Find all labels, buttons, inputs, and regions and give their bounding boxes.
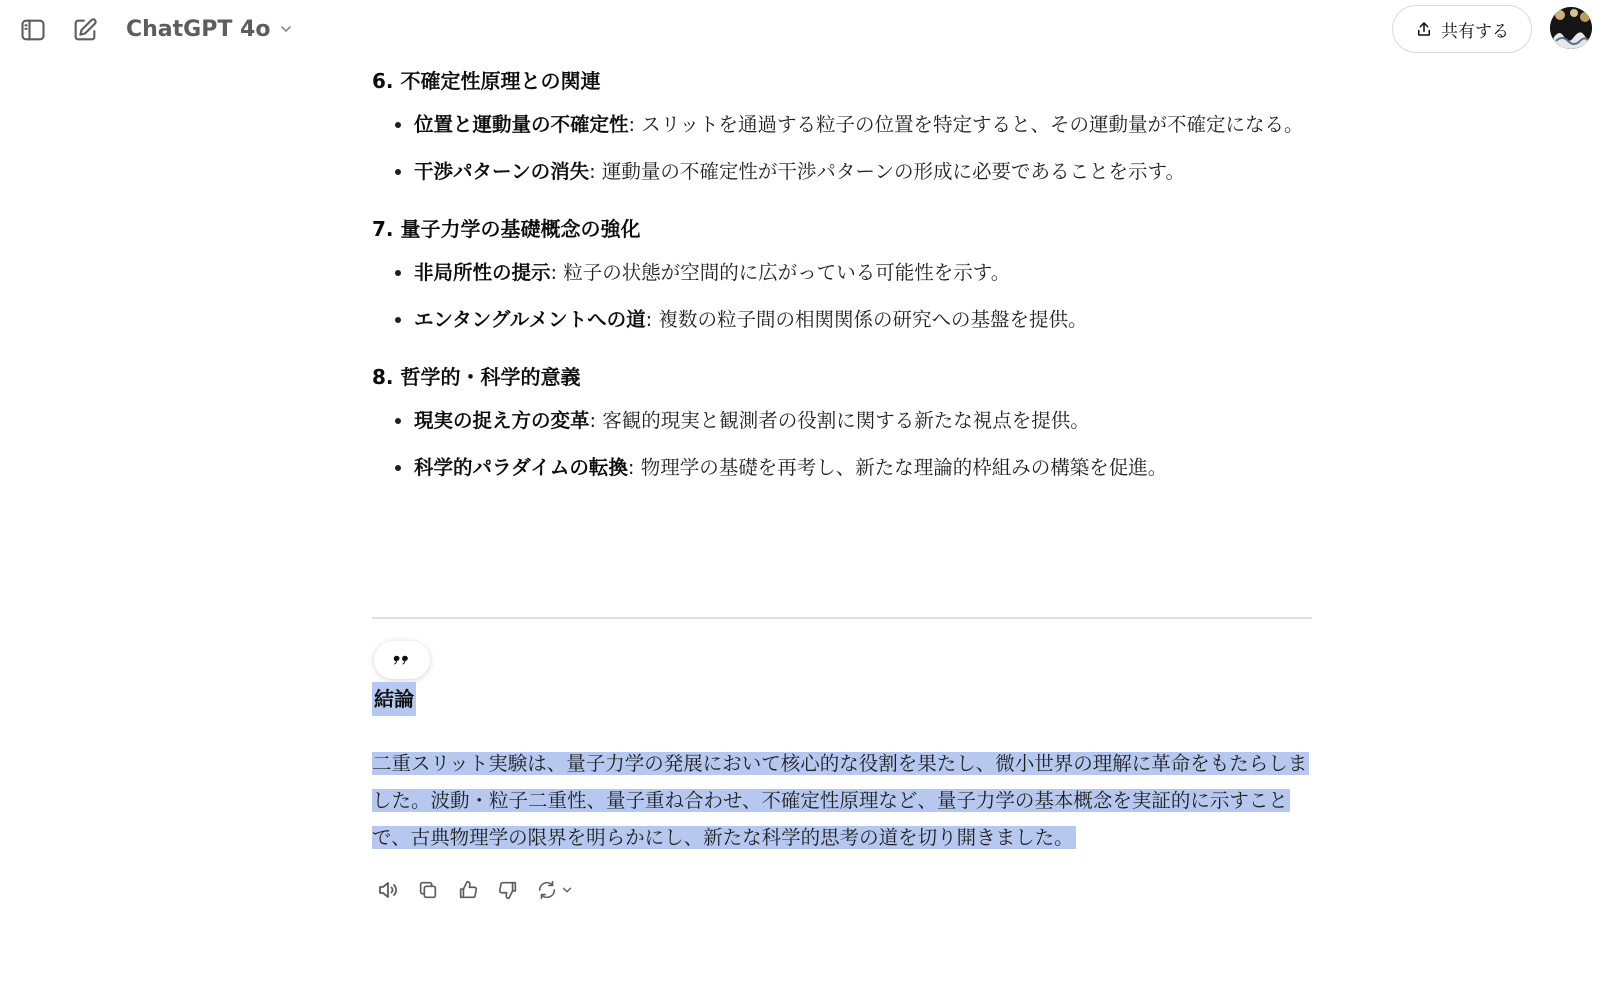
list-item-term: 位置と運動量の不確定性 — [414, 113, 629, 136]
model-name: ChatGPT 4o — [126, 16, 271, 42]
read-aloud-button[interactable] — [372, 874, 404, 906]
list-item — [414, 402, 1312, 439]
list-item-term: 科学的パラダイムの転換 — [414, 456, 628, 479]
compose-icon — [71, 16, 99, 44]
section-title: 7. 量子力学の基礎概念の強化 — [372, 217, 641, 241]
regenerate-button[interactable] — [532, 874, 578, 906]
list-item — [414, 449, 1312, 486]
top-bar — [0, 0, 1600, 58]
thumbs-down-icon — [497, 879, 519, 901]
sidebar-toggle-icon — [19, 16, 47, 44]
sidebar-toggle-button[interactable] — [13, 10, 53, 50]
thumbs-up-button[interactable] — [452, 874, 484, 906]
new-chat-button[interactable] — [65, 10, 105, 50]
list-item-text: : 複数の粒子間の相関関係の研究への基盤を提供。 — [645, 308, 1088, 331]
quote-button[interactable] — [374, 641, 430, 679]
selected-text: 二重スリット実験は、量子力学の発展において核心的な役割を果たし、微小世界の理解に革命をもたらしました。波動・粒子二重性、量子重ね合わせ、不確定性原理など、量子力学の基本概念を実証的に示すことで、古典物理学の限界を明らかにし、新たな科学的思考の道を切り開きました。 — [372, 752, 1308, 849]
share-upload-icon — [1415, 20, 1433, 38]
chevron-down-icon — [278, 21, 294, 37]
list-item-text: : 粒子の状態が空間的に広がっている可能性を示す。 — [550, 261, 1011, 284]
list-item-term: 非局所性の提示 — [414, 261, 551, 284]
share-label: 共有する — [1441, 21, 1509, 42]
regenerate-icon — [536, 879, 558, 901]
list-item — [414, 254, 1312, 291]
list-item-term: 現実の捉え方の変革 — [414, 409, 590, 432]
assistant-message — [372, 66, 1312, 510]
speaker-icon — [376, 878, 400, 902]
copy-icon — [417, 879, 439, 901]
conclusion-paragraph — [372, 745, 1308, 856]
conclusion-heading: 結論 — [372, 682, 416, 716]
share-button[interactable] — [1392, 5, 1532, 53]
list-item-text: : スリットを通過する粒子の位置を特定すると、その運動量が不確定になる。 — [628, 113, 1304, 136]
model-selector[interactable] — [118, 12, 302, 46]
chevron-down-icon — [560, 883, 574, 897]
bullet-list — [372, 254, 1312, 338]
section-title: 8. 哲学的・科学的意義 — [372, 365, 581, 389]
avatar[interactable] — [1550, 7, 1592, 49]
list-item-term: 干渉パターンの消失 — [414, 160, 590, 183]
list-item-text: : 客観的現実と観測者の役割に関する新たな視点を提供。 — [589, 409, 1090, 432]
bullet-list — [372, 106, 1312, 190]
list-item — [414, 106, 1312, 143]
message-actions — [372, 873, 578, 907]
bullet-list — [372, 402, 1312, 486]
copy-button[interactable] — [412, 874, 444, 906]
quote-icon — [392, 650, 412, 670]
list-item — [414, 153, 1312, 190]
list-item-text: : 物理学の基礎を再考し、新たな理論的枠組みの構築を促進。 — [627, 456, 1168, 479]
section-title: 6. 不確定性原理との関連 — [372, 69, 601, 93]
thumbs-up-icon — [457, 879, 479, 901]
list-item — [414, 301, 1312, 338]
avatar-image — [1550, 7, 1592, 49]
thumbs-down-button[interactable] — [492, 874, 524, 906]
list-item-text: : 運動量の不確定性が干渉パターンの形成に必要であることを示す。 — [589, 160, 1185, 183]
horizontal-divider — [372, 617, 1312, 619]
list-item-term: エンタングルメントへの道 — [414, 308, 646, 331]
